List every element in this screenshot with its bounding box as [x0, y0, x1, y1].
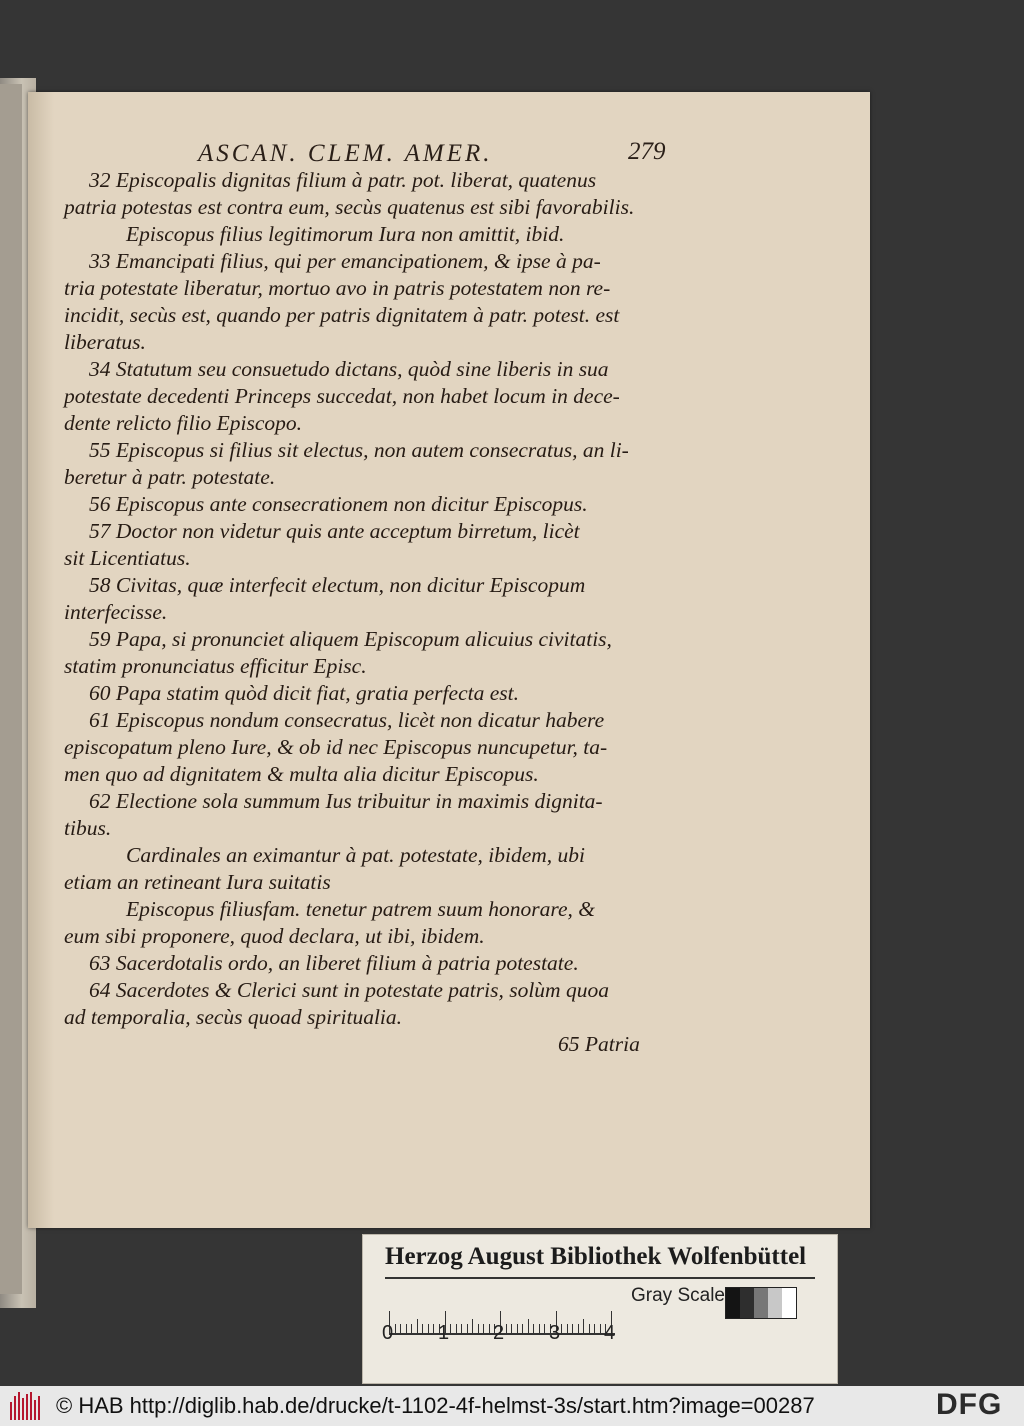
ruler-tick [406, 1324, 407, 1333]
book-page [28, 92, 870, 1228]
logo-bar [14, 1396, 16, 1420]
library-name: Herzog August Bibliothek Wolfenbüttel [385, 1243, 807, 1270]
ruler-number-1: 1 [438, 1322, 450, 1344]
running-head: ASCAN. CLEM. AMER. [198, 140, 493, 167]
ruler-tick [433, 1324, 434, 1333]
text-line: ad temporalia, secùs quoad spiritualia. [64, 1005, 403, 1029]
ruler-tick [583, 1319, 584, 1333]
text-line: 61 Episcopus nondum consecratus, licèt non dicatur habere [89, 708, 605, 732]
gray-swatch [768, 1288, 782, 1318]
ruler-tick [395, 1324, 396, 1333]
gray-swatch [754, 1288, 768, 1318]
ruler-tick [600, 1324, 601, 1333]
text-line: 62 Electione sola summum Ius tribuitur in maximis dignita- [89, 789, 603, 813]
page-number: 279 [628, 138, 666, 165]
gray-scale-swatches [725, 1287, 797, 1319]
ruler-tick [417, 1319, 418, 1333]
logo-bar [30, 1392, 32, 1420]
text-line: 59 Papa, si pronunciet aliquem Episcopum alicuius civitatis, [89, 627, 612, 651]
text-line: 32 Episcopalis dignitas filium à patr. pot. liberat, quatenus [89, 168, 597, 192]
ruler-tick [533, 1324, 534, 1333]
footer-bar [0, 1386, 1024, 1426]
ruler-tick [400, 1324, 401, 1333]
page-text-block [64, 167, 674, 1031]
ruler-tick [511, 1324, 512, 1333]
ruler-tick [478, 1324, 479, 1333]
text-line: tria potestate liberatur, mortuo avo in patris potestatem non re- [64, 276, 611, 300]
ruler-number-4: 4 [604, 1322, 616, 1344]
ruler-tick [578, 1324, 579, 1333]
text-line: tibus. [64, 816, 112, 840]
ruler-tick [461, 1324, 462, 1333]
text-line: eum sibi proponere, quod declara, ut ibi, ibidem. [64, 924, 485, 948]
ruler-tick [522, 1324, 523, 1333]
text-line: 55 Episcopus si filius sit electus, non autem consecratus, an li- [89, 438, 629, 462]
ruler-tick [456, 1324, 457, 1333]
text-line: episcopatum pleno Iure, & ob id nec Episcopus nuncupetur, ta- [64, 735, 608, 759]
ruler-tick [472, 1319, 473, 1333]
gray-swatch [726, 1288, 740, 1318]
gray-scale-label: Gray Scale [631, 1285, 725, 1306]
text-line: 63 Sacerdotalis ordo, an liberet filium à patria potestate. [89, 951, 579, 975]
ruler-number-0: 0 [382, 1322, 394, 1344]
ruler-tick [428, 1324, 429, 1333]
page-gutter-shadow [28, 92, 54, 1228]
text-line: 60 Papa statim quòd dicit fiat, gratia perfecta est. [89, 681, 519, 705]
text-line: patria potestas est contra eum, secùs quatenus est sibi favorabilis. [64, 195, 635, 219]
logo-bar [38, 1396, 40, 1420]
text-line: men quo ad dignitatem & multa alia dicitur Episcopus. [64, 762, 539, 786]
ruler-tick [589, 1324, 590, 1333]
text-line: etiam an retineant Iura suitatis [64, 870, 331, 894]
library-color-card [362, 1234, 838, 1384]
dfg-logo: DFG [936, 1388, 1003, 1421]
footer-credit-link[interactable]: © HAB http://diglib.hab.de/drucke/t-1102-4f-helmst-3s/start.htm?image=00287 [56, 1393, 815, 1418]
ruler-tick [467, 1324, 468, 1333]
ruler-tick [572, 1324, 573, 1333]
ruler-number-3: 3 [549, 1322, 561, 1344]
previous-page-fold [0, 84, 22, 1294]
ruler-tick [561, 1324, 562, 1333]
ruler-number-2: 2 [493, 1322, 505, 1344]
ruler-tick [594, 1324, 595, 1333]
ruler-tick [411, 1324, 412, 1333]
ruler-tick [567, 1324, 568, 1333]
text-line: sit Licentiatus. [64, 546, 191, 570]
logo-bar [26, 1394, 28, 1420]
ruler-tick [422, 1324, 423, 1333]
text-line: dente relicto filio Episcopo. [64, 411, 303, 435]
ruler-tick [450, 1324, 451, 1333]
logo-bar [22, 1398, 24, 1420]
card-divider [385, 1277, 815, 1279]
ruler-tick [517, 1324, 518, 1333]
text-line: interfecisse. [64, 600, 168, 624]
text-line: potestate decedenti Princeps succedat, non habet locum in dece- [64, 384, 620, 408]
text-line: statim pronunciatus efficitur Episc. [64, 654, 367, 678]
ruler-tick [539, 1324, 540, 1333]
catchword: 65 Patria [558, 1032, 640, 1056]
text-line: incidit, secùs est, quando per patris dignitatem à patr. potest. est [64, 303, 620, 327]
text-line: beretur à patr. potestate. [64, 465, 276, 489]
ruler-tick [483, 1324, 484, 1333]
text-line: 64 Sacerdotes & Clerici sunt in potestate patris, solùm quoa [89, 978, 609, 1002]
text-line: 34 Statutum seu consuetudo dictans, quòd sine liberis in sua [89, 357, 609, 381]
logo-bar [18, 1392, 20, 1420]
text-line: Episcopus filius legitimorum Iura non amittit, ibid. [126, 222, 565, 246]
text-line: Episcopus filiusfam. tenetur patrem suum honorare, & [126, 897, 596, 921]
hab-logo-icon [10, 1392, 44, 1420]
ruler-tick [544, 1324, 545, 1333]
text-line: 33 Emancipati filius, qui per emancipationem, & ipse à pa- [89, 249, 601, 273]
text-line: 56 Episcopus ante consecrationem non dicitur Episcopus. [89, 492, 588, 516]
text-line: 57 Doctor non videtur quis ante acceptum birretum, licèt [89, 519, 580, 543]
text-line: liberatus. [64, 330, 146, 354]
gray-swatch [740, 1288, 754, 1318]
text-line: 58 Civitas, quæ interfecit electum, non dicitur Episcopum [89, 573, 586, 597]
ruler-tick [528, 1319, 529, 1333]
ruler-tick [506, 1324, 507, 1333]
ruler-tick [489, 1324, 490, 1333]
gray-swatch [782, 1288, 796, 1318]
text-line: Cardinales an eximantur à pat. potestate, ibidem, ubi [126, 843, 586, 867]
logo-bar [34, 1400, 36, 1420]
logo-bar [10, 1402, 12, 1420]
